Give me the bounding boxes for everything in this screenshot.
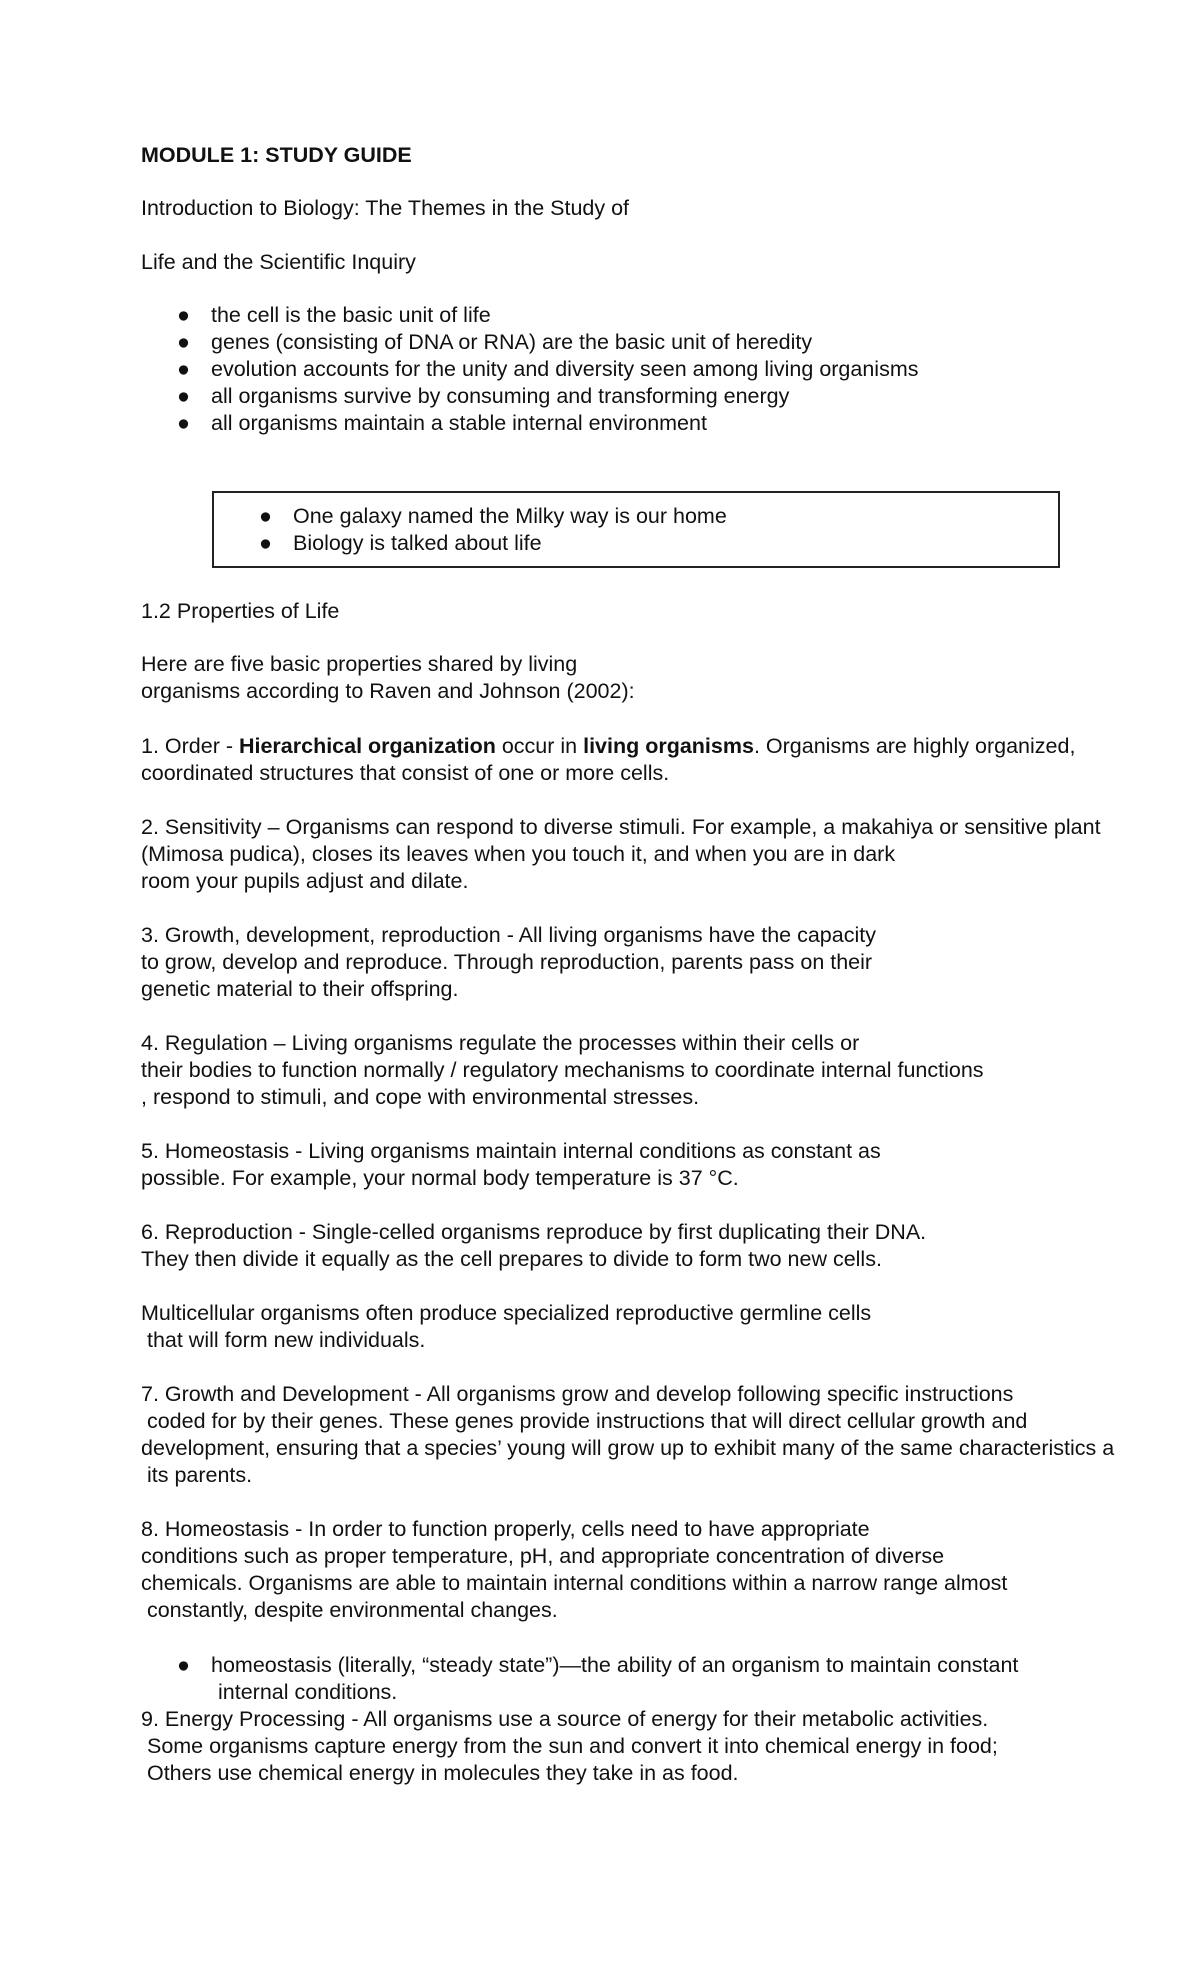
property-growth: 3. Growth, development, reproduction - All living organisms have the capacity to grow, develop and reproduce. Through reproduction, parents pass on their genetic material to their offspring. [141,923,876,1001]
list-item: ● all organisms survive by consuming and transforming energy [177,384,790,408]
bullet-icon: ● [177,411,190,435]
list-item: ● One galaxy named the Milky way is our home [259,504,727,528]
property-reproduction: 6. Reproduction - Single-celled organisms reproduce by first duplicating their DNA. They then divide it equally as the cell prepares to divide to form two new cells. [141,1220,927,1271]
property-regulation: 4. Regulation – Living organisms regulate the processes within their cells or their bodies to function normally / regulatory mechanisms to coordinate internal functions , respond to stimuli, and cope with environmental stresses. [141,1031,984,1109]
property-homeostasis: 5. Homeostasis - Living organisms maintain internal conditions as constant as possible. For example, your normal body temperature is 37 °C. [141,1139,881,1190]
bullet-icon: ● [177,303,190,327]
subtitle-line-2: Life and the Scientific Inquiry [141,250,416,274]
bullet-icon: ● [177,357,190,381]
list-item: ● all organisms maintain a stable internal environment [177,411,707,435]
property-energy: 9. Energy Processing - All organisms use a source of energy for their metabolic activities. Some organisms capture energy from the sun and convert it into chemical energy in food; Others use chemical energy in molecules they take in as food. [141,1707,998,1785]
boxed-list [214,503,727,557]
themes-list [141,302,919,437]
property-order: 1. Order - Hierarchical organization occur in living organisms. Organisms are highly organized, coordinated structures that consist of one or more cells. [141,734,1076,785]
homeostasis-definition: ● homeostasis (literally, “steady state”)—the ability of an organism to maintain constant internal conditions. [177,1653,1019,1704]
subtitle-line-1: Introduction to Biology: The Themes in the Study of [141,196,630,220]
section-heading: 1.2 Properties of Life [141,599,340,623]
boxed-note [212,491,1060,568]
property-growth-development: 7. Growth and Development - All organisms grow and develop following specific instructions coded for by their genes. These genes provide instructions that will direct cellular growth and development, ensuring that a species’ young will grow up to exhibit many of the same characteristics a its parents. [141,1382,1115,1487]
bullet-icon: ● [177,330,190,354]
bullet-icon: ● [259,504,272,528]
list-item: ● evolution accounts for the unity and diversity seen among living organisms [177,357,919,381]
intro-paragraph: Here are five basic properties shared by living organisms according to Raven and Johnson (2002): [141,652,635,703]
list-item: ● Biology is talked about life [259,531,542,555]
bullet-icon: ● [259,531,272,555]
list-item: ● the cell is the basic unit of life [177,303,491,327]
list-item: ● genes (consisting of DNA or RNA) are the basic unit of heredity [177,330,813,354]
bullet-icon: ● [177,1653,190,1677]
property-sensitivity: 2. Sensitivity – Organisms can respond to diverse stimuli. For example, a makahiya or sensitive plant (Mimosa pudica), closes its leaves when you touch it, and when you are in dark room your pupils adjust and dilate. [141,815,1101,893]
reproduction-multicellular: Multicellular organisms often produce specialized reproductive germline cells that will form new individuals. [141,1301,872,1352]
bullet-icon: ● [177,384,190,408]
doc-title: MODULE 1: STUDY GUIDE [141,143,412,167]
property-homeostasis-2: 8. Homeostasis - In order to function properly, cells need to have appropriate conditions such as proper temperature, pH, and appropriate concentration of diverse chemicals. Organisms are able to maintain internal conditions within a narrow range almost constantly, despite environmental changes. [141,1517,1008,1622]
